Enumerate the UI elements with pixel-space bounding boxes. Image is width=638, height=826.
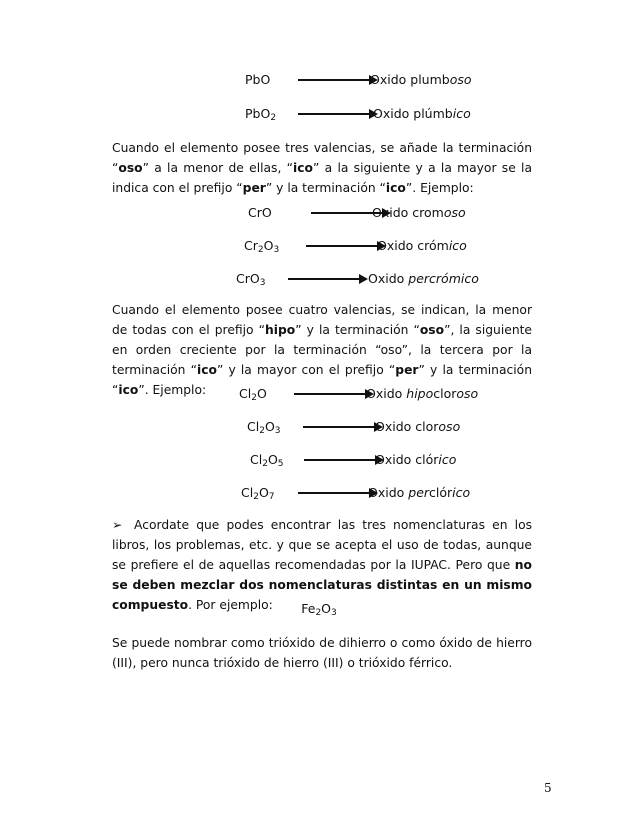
paragraph-naming: Se puede nombrar como trióxido de dihierro o como óxido de hierro (III), pero nunca trióxido de hierro (III) o trióxido férrico. — [112, 636, 532, 670]
right-arrow-icon — [303, 426, 381, 428]
formula: $Cr_2O_3$ — [244, 238, 280, 255]
reaction-row-cro3 — [0, 271, 638, 291]
arrow-bullet-icon: ➢ — [112, 518, 123, 532]
oxide-name: Oxido perclórico — [368, 485, 471, 500]
reaction-row-pbo — [0, 72, 638, 92]
right-arrow-icon — [288, 278, 366, 280]
oxide-name: Oxido cromoso — [372, 205, 466, 220]
formula: CrO$_3$ — [236, 271, 266, 288]
oxide-name: Oxido crómico — [377, 238, 467, 253]
paragraph-note — [112, 515, 532, 615]
oxide-name: Oxido plumboso — [370, 72, 472, 87]
formula: $Cl_2O$ — [239, 386, 267, 403]
right-arrow-icon — [298, 492, 376, 494]
formula: $Cl_2O_5$ — [250, 452, 284, 469]
reaction-row-cl2o — [0, 386, 638, 406]
reaction-row-cl2o5 — [0, 452, 638, 472]
paragraph-four-valences: Cuando el elemento posee cuatro valencias, se indican, la menor de todas con el prefijo “hipo” y la terminación “oso”, la siguiente en orden creciente por la terminación “oso”, la tercera por la terminación “ico” y la mayor con el prefijo “per” y la terminación “ico”. Ejemplo: — [112, 303, 532, 397]
reaction-row-cl2o3 — [0, 419, 638, 439]
oxide-name: Oxido cloroso — [375, 419, 461, 434]
note-text: Acordate que podes encontrar las tres nomenclaturas en los libros, los problemas, etc. y que se acepta el uso de todas, aunque se prefiere el de aquellas recomendadas por la IUPAC. Pero que no se deben mezclar dos nomenclaturas distintas en un mismo compuesto. Por ejemplo: — [112, 518, 532, 612]
right-arrow-icon — [298, 79, 376, 81]
formula: PbO$_2$ — [245, 106, 277, 123]
right-arrow-icon — [298, 113, 376, 115]
oxide-name: Oxido clórico — [375, 452, 457, 467]
formula: $Cl_2O_3$ — [247, 419, 281, 436]
example-formula: $Fe_2O_3$ — [301, 601, 337, 618]
reaction-row-cro — [0, 205, 638, 225]
paragraph-three-valences: Cuando el elemento posee tres valencias, se añade la terminación “oso” a la menor de ellas, “ico” a la siguiente y a la mayor se la indica con el prefijo “per” y la terminación “ico”. Ejemplo: — [112, 141, 532, 195]
reaction-row-pbo2 — [0, 106, 638, 126]
formula: CrO — [248, 205, 272, 220]
oxide-name: Oxido hipocloroso — [366, 386, 479, 401]
right-arrow-icon — [304, 459, 382, 461]
oxide-name: Oxido percrómico — [368, 271, 479, 286]
reaction-row-cl2o7 — [0, 485, 638, 505]
oxide-name: Oxido plúmbico — [373, 106, 471, 121]
right-arrow-icon — [294, 393, 372, 395]
right-arrow-icon — [306, 245, 384, 247]
formula: PbO — [245, 72, 271, 87]
formula: $Cl_2O_7$ — [241, 485, 275, 502]
page-number: 5 — [544, 781, 552, 795]
reaction-row-cr2o3 — [0, 238, 638, 258]
